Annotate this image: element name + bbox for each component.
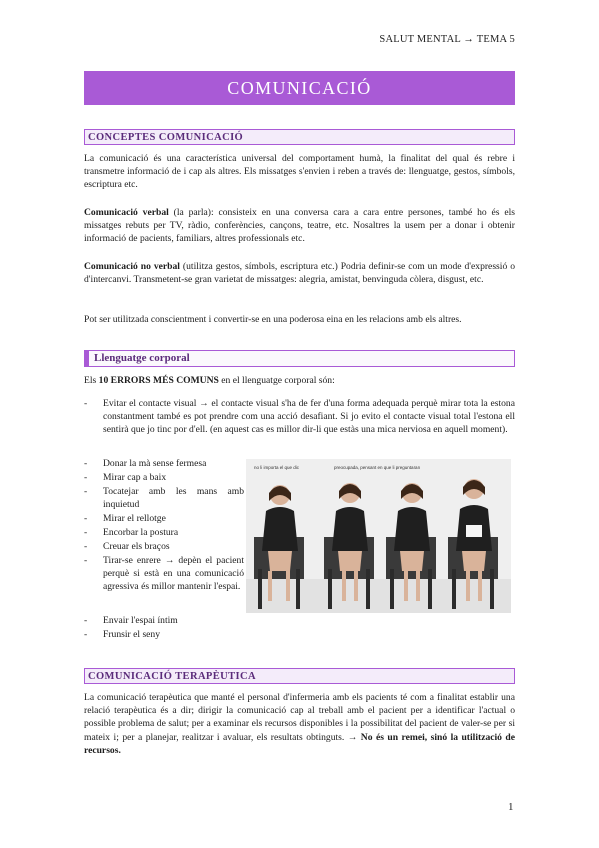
section-heading-conceptes: CONCEPTES COMUNICACIÓ bbox=[84, 129, 515, 145]
bullet-item bbox=[84, 526, 244, 539]
bullet-dash: - bbox=[84, 458, 88, 469]
bullet-text: Tirar-se enrere → depèn el pacient perquè si està en una comunicació agressiva és millor mantenir l'espai. bbox=[103, 555, 244, 593]
bullet-item bbox=[84, 628, 244, 641]
bullet-text: Tocatejar amb les mans amb inquietud bbox=[103, 486, 244, 511]
bullet-text: Donar la mà sense fermesa bbox=[103, 458, 207, 469]
caption-2: preocupada, pensant en que li preguntaran bbox=[334, 465, 421, 470]
bullet-item bbox=[84, 485, 244, 511]
bullet-item bbox=[84, 554, 244, 594]
bullet-dash: - bbox=[84, 398, 88, 409]
bullet-text: Mirar cap a baix bbox=[103, 472, 167, 483]
bullet-dash: - bbox=[84, 615, 88, 626]
errors-intro-post: en el llenguatge corporal són: bbox=[218, 375, 335, 386]
bullet-item bbox=[84, 471, 244, 484]
bullet-text: Mirar el rellotge bbox=[103, 513, 166, 524]
bullet-item bbox=[84, 614, 244, 627]
bullet-text: Encorbar la postura bbox=[103, 527, 179, 538]
bullet-text: Envair l'espai íntim bbox=[103, 615, 178, 626]
bullet-text: Evitar el contacte visual → el contacte visual s'ha de fer d'una forma adequada perquè mirar tota la estona constantment també es pot prendre com una acció desafiant. Si jo evito el contacte visual total l'estona ell sentirà que jo tinc por d'ell. (en aquest cas es millor dir-li que estàs una mica nerviosa en aquell moment). bbox=[103, 398, 515, 436]
errors-intro-bold: 10 ERRORS MÉS COMUNS bbox=[98, 375, 219, 386]
bullet-text: Creuar els braços bbox=[103, 541, 170, 552]
verbal-description: (la parla): consisteix en una conversa cara a cara entre persones, també ho és els missatges rebuts per TV, ràdio, conferències, cançons, teatre, etc. Nosaltres la usem per a donar i obtenir informació de pacients, familiars, altres professionals etc. bbox=[84, 207, 515, 245]
paragraph-nonverbal bbox=[84, 260, 515, 286]
bullet-dash: - bbox=[84, 527, 88, 538]
nonverbal-description: (utilitza gestos, símbols, escriptura etc.) Podria definir-se com un mode d'expressió o d'intercanvi. Transmetent-se gran varietat de missatges: alegria, amistat, benvinguda còlera, disgust, etc. bbox=[84, 261, 515, 286]
bullet-dash: - bbox=[84, 541, 88, 552]
bullet-dash: - bbox=[84, 513, 88, 524]
bullet-dash: - bbox=[84, 629, 88, 640]
paragraph-verbal bbox=[84, 206, 515, 246]
terapeutica-conclusion: No és un remei, sinó la utilització de recursos. bbox=[84, 731, 516, 756]
bullet-dash: - bbox=[84, 472, 88, 483]
paragraph-definition: La comunicació és una característica universal del comportament humà, la finalitat del qual és rebre i transmetre informació de i cap als altres. Els missatges s'envien i reben a través de: llenguatge, gestos, símbols, escriptura etc. bbox=[84, 153, 515, 191]
paragraph-terapeutica bbox=[84, 691, 515, 757]
page-title: COMUNICACIÓ bbox=[84, 71, 515, 105]
errors-intro bbox=[84, 374, 515, 387]
bullet-item bbox=[84, 457, 244, 470]
body-language-illustration bbox=[246, 459, 511, 613]
caption-1: no li importa el que dic bbox=[254, 465, 300, 470]
section-heading-terapeutica: COMUNICACIÓ TERAPÈUTICA bbox=[84, 668, 515, 684]
paragraph-usage: Pot ser utilitzada conscientment i convertir-se en una poderosa eina en les relacions amb els altres. bbox=[84, 314, 462, 325]
body-language-photo bbox=[246, 459, 511, 613]
term-verbal: Comunicació verbal bbox=[84, 207, 169, 218]
term-nonverbal: Comunicació no verbal bbox=[84, 261, 180, 272]
page-number: 1 bbox=[508, 801, 514, 813]
bullet-dash: - bbox=[84, 555, 88, 566]
bullet-item bbox=[84, 540, 244, 553]
bullet-dash: - bbox=[84, 486, 88, 497]
subsection-heading-llenguatge: Llenguatge corporal bbox=[84, 350, 515, 367]
bullet-item bbox=[84, 397, 515, 437]
running-header: SALUT MENTAL → TEMA 5 bbox=[379, 34, 515, 45]
bullet-text: Frunsir el seny bbox=[103, 629, 161, 640]
bullet-item bbox=[84, 512, 244, 525]
errors-intro-pre: Els bbox=[84, 375, 99, 386]
terapeutica-text: La comunicació terapèutica que manté el personal d'infermeria amb els pacients té com a finalitat establir una relació terapèutica és a dir; dirigir la comunicació cap al treball amb el pacient per a identificar l'actual o possible problema de salut; per a examinar els recursos disponibles i la possibilitat del pacient de valer-se per si mateix i; per a planejar, realitzar i avaluar, els resultats obtinguts. → bbox=[84, 692, 515, 743]
